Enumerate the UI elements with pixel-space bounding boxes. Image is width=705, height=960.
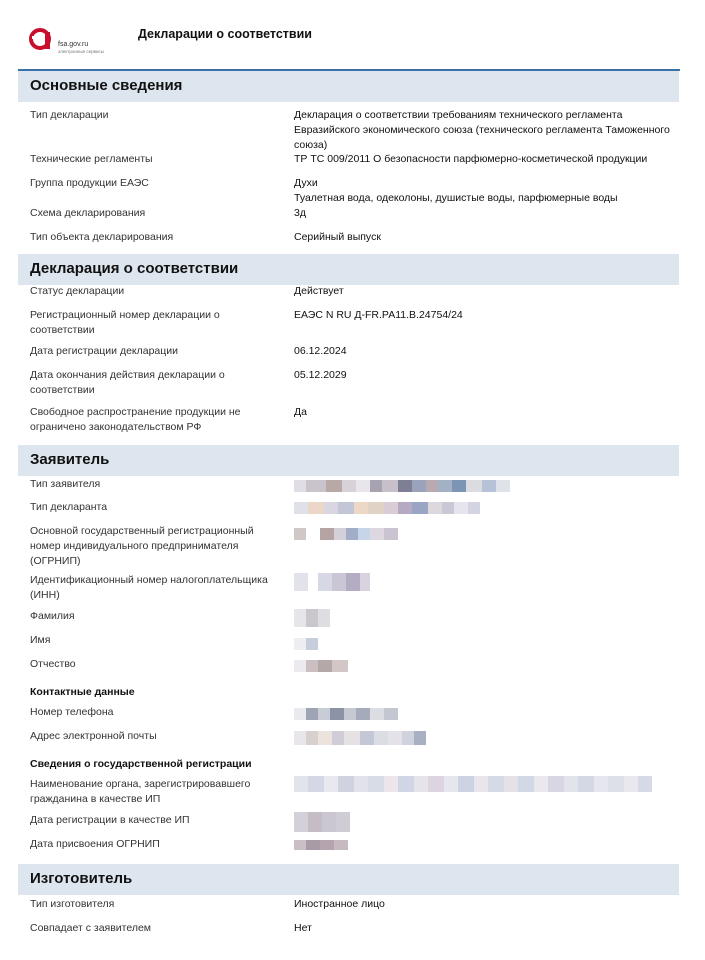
- redacted-value: [294, 528, 398, 540]
- section-basic: [18, 71, 679, 102]
- field-value: 06.12.2024: [294, 345, 347, 357]
- redacted-value: [294, 480, 510, 492]
- field-value: Действует: [294, 285, 344, 297]
- redacted-value: [294, 573, 370, 591]
- field-label: Совпадает с заявителем: [30, 922, 152, 934]
- fsa-logo-icon: [28, 26, 54, 50]
- field-value: 3д: [294, 207, 306, 219]
- field-value: 05.12.2029: [294, 369, 347, 381]
- redacted-value: [294, 840, 348, 850]
- section-title: Заявитель: [30, 451, 110, 468]
- section-manufacturer: [18, 864, 679, 895]
- field-label: Дата регистрации декларации: [30, 345, 179, 357]
- field-label: Тип декларации: [30, 109, 109, 121]
- field-label: Идентификационный номер налогоплательщика (ИНН): [30, 574, 268, 601]
- field-label: Тип декларанта: [30, 501, 108, 513]
- field-label: Адрес электронной почты: [30, 730, 157, 742]
- field-value: Духи: [294, 177, 318, 189]
- field-value: Да: [294, 406, 307, 418]
- field-label: Дата присвоения ОГРНИП: [30, 838, 160, 850]
- field-label: Основной государственный регистрационный номер индивидуального предпринимателя (ОГРНИП): [30, 525, 254, 567]
- field-label: Отчество: [30, 658, 76, 670]
- section-declaration: [18, 254, 679, 285]
- subsection-title: Контактные данные: [30, 686, 135, 698]
- redacted-value: [294, 776, 669, 792]
- field-label: Имя: [30, 634, 51, 646]
- section-title: Изготовитель: [30, 870, 133, 887]
- logo-text: fsa.gov.ru: [58, 41, 89, 48]
- field-value: Декларация о соответствии требованиям технического регламента Евразийского экономического союза (технического регламента Таможенного союза): [294, 109, 670, 151]
- section-title: Декларация о соответствии: [30, 260, 239, 277]
- logo-subtext: электронные сервисы: [58, 49, 105, 54]
- redacted-value: [294, 502, 480, 514]
- field-value-secondary: Туалетная вода, одеколоны, душистые воды, парфюмерные воды: [294, 192, 618, 204]
- field-label: Свободное распространение продукции не ограничено законодательством РФ: [30, 406, 241, 433]
- field-label: Тип объекта декларирования: [30, 231, 174, 243]
- field-label: Дата регистрации в качестве ИП: [30, 814, 190, 826]
- subsection-title: Сведения о государственной регистрации: [30, 758, 252, 770]
- field-value: Серийный выпуск: [294, 231, 381, 243]
- page-title: Декларации о соответствии: [138, 27, 312, 41]
- field-label: Группа продукции ЕАЭС: [30, 177, 149, 189]
- redacted-value: [294, 638, 318, 650]
- section-title: Основные сведения: [30, 77, 183, 94]
- field-label: Наименование органа, зарегистрировавшего гражданина в качестве ИП: [30, 778, 251, 805]
- field-value: Нет: [294, 922, 312, 934]
- field-label: Регистрационный номер декларации о соответствии: [30, 309, 220, 336]
- redacted-value: [294, 609, 330, 627]
- field-value: Иностранное лицо: [294, 898, 385, 910]
- redacted-value: [294, 708, 398, 720]
- field-label: Тип заявителя: [30, 478, 101, 490]
- field-label: Схема декларирования: [30, 207, 146, 219]
- field-label: Тип изготовителя: [30, 898, 115, 910]
- page-header: [0, 0, 705, 70]
- field-label: Фамилия: [30, 610, 75, 622]
- redacted-value: [294, 660, 348, 672]
- field-label: Статус декларации: [30, 285, 125, 297]
- section-applicant: [18, 445, 679, 476]
- field-label: Номер телефона: [30, 706, 114, 718]
- redacted-value: [294, 812, 350, 832]
- field-value: ТР ТС 009/2011 О безопасности парфюмерно-косметической продукции: [294, 153, 648, 165]
- field-label: Дата окончания действия декларации о соответствии: [30, 369, 225, 396]
- redacted-value: [294, 731, 426, 745]
- field-value: ЕАЭС N RU Д-FR.РА11.В.24754/24: [294, 309, 463, 321]
- field-label: Технические регламенты: [30, 153, 153, 165]
